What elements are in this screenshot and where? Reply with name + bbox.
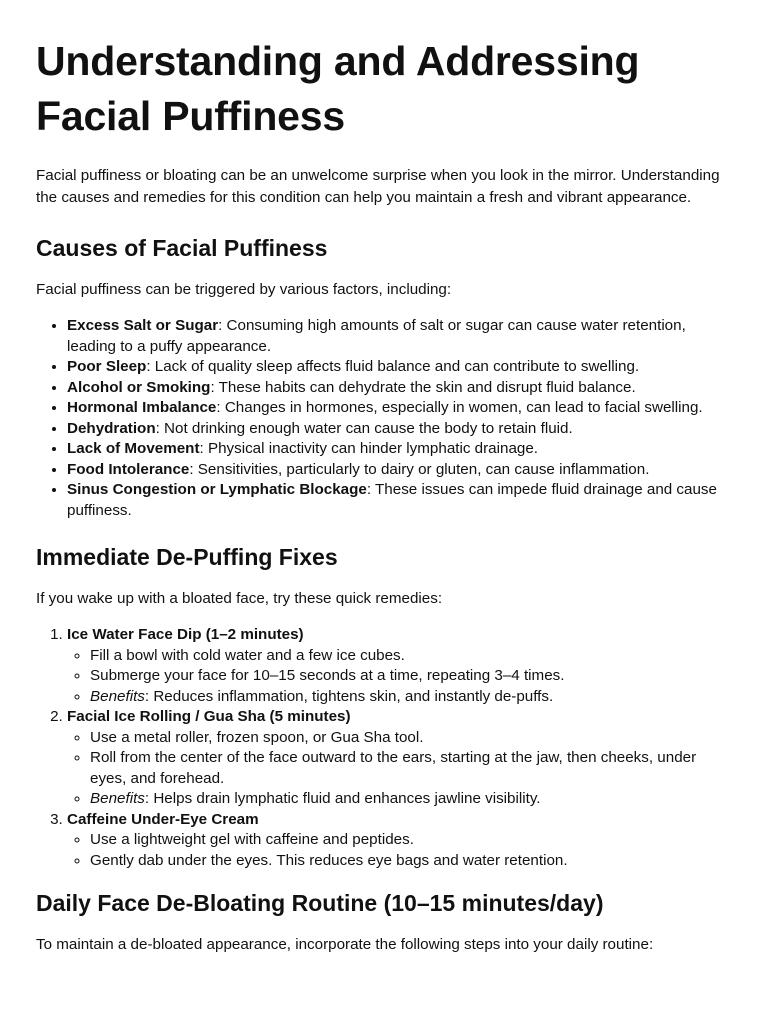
step-substeps <box>67 728 732 810</box>
fixes-heading: Immediate De-Puffing Fixes <box>36 544 338 570</box>
list-item: ◦ Submerge your face for 10–15 seconds at a time, repeating 3–4 times. <box>90 666 732 687</box>
cause-term: Sinus Congestion or Lymphatic Blockage <box>67 481 367 498</box>
cause-text: : Physical inactivity can hinder lymphatic drainage. <box>199 440 539 457</box>
intro-paragraph: Facial puffiness or bloating can be an unwelcome surprise when you look in the mirror. Understanding the causes and remedies for this condition can help you maintain a fresh and vibrant appearance. <box>36 167 720 206</box>
benefits-text: : Reduces inflammation, tightens skin, and instantly de-puffs. <box>144 687 554 705</box>
list-item: ◦ Gently dab under the eyes. This reduces eye bags and water retention. <box>90 851 732 872</box>
fixes-lead: If you wake up with a bloated face, try these quick remedies: <box>36 590 443 607</box>
cause-term: Dehydration <box>67 419 156 437</box>
list-item: ◦ Fill a bowl with cold water and a few ice cubes. <box>90 646 732 667</box>
cause-text: : Not drinking enough water can cause the body to retain fluid. <box>155 419 573 437</box>
step-substeps <box>67 646 732 708</box>
list-item: ◦ Roll from the center of the face outward to the ears, starting at the jaw, then cheeks, under eyes, and forehead. <box>90 748 732 789</box>
list-item <box>67 810 732 872</box>
cause-text: : Changes in hormones, especially in women, can lead to facial swelling. <box>216 399 703 416</box>
step-title: Facial Ice Rolling / Gua Sha (5 minutes) <box>67 708 351 725</box>
routine-heading: Daily Face De-Bloating Routine (10–15 minutes/day) <box>36 890 604 916</box>
causes-heading: Causes of Facial Puffiness <box>36 235 328 261</box>
list-item <box>67 625 732 707</box>
list-item <box>67 460 732 481</box>
list-item <box>67 480 732 521</box>
list-item <box>67 707 732 810</box>
list-item <box>67 316 732 357</box>
cause-text: : Lack of quality sleep affects fluid balance and can contribute to swelling. <box>146 358 640 375</box>
cause-text: : Sensitivities, particularly to dairy or gluten, can cause inflammation. <box>189 460 650 478</box>
list-item <box>67 378 732 399</box>
benefits-label: Benefits <box>90 790 145 807</box>
routine-lead: To maintain a de-bloated appearance, incorporate the following steps into your daily routine: <box>36 936 654 953</box>
step-title: Caffeine Under-Eye Cream <box>67 810 259 828</box>
causes-list <box>36 316 732 521</box>
cause-term: Lack of Movement <box>67 440 200 457</box>
step-substeps <box>67 830 732 871</box>
cause-text: : Consuming high amounts of salt or sugar can cause water retention, leading to a puffy appearance. <box>67 317 686 355</box>
causes-lead: Facial puffiness can be triggered by various factors, including: <box>36 281 452 298</box>
cause-term: Poor Sleep <box>67 358 147 375</box>
list-item <box>67 398 732 419</box>
cause-term: Alcohol or Smoking <box>67 378 211 396</box>
list-item <box>67 439 732 460</box>
cause-term: Hormonal Imbalance <box>67 399 217 416</box>
list-item: ◦ Use a lightweight gel with caffeine and peptides. <box>90 830 732 851</box>
list-item <box>90 789 732 810</box>
cause-term: Excess Salt or Sugar <box>67 317 219 334</box>
cause-term: Food Intolerance <box>67 460 190 478</box>
list-item <box>67 419 732 440</box>
cause-text: : These habits can dehydrate the skin and disrupt fluid balance. <box>210 378 636 396</box>
cause-text: : These issues can impede fluid drainage and cause puffiness. <box>67 481 717 519</box>
page-title: Understanding and Addressing Facial Puffiness <box>36 38 640 139</box>
list-item <box>90 687 732 708</box>
step-title: Ice Water Face Dip (1–2 minutes) <box>67 626 304 643</box>
benefits-text: : Helps drain lymphatic fluid and enhances jawline visibility. <box>144 790 541 807</box>
benefits-label: Benefits <box>90 687 145 705</box>
list-item: ◦ Use a metal roller, frozen spoon, or Gua Sha tool. <box>90 728 732 749</box>
fixes-list <box>36 625 732 871</box>
list-item <box>67 357 732 378</box>
